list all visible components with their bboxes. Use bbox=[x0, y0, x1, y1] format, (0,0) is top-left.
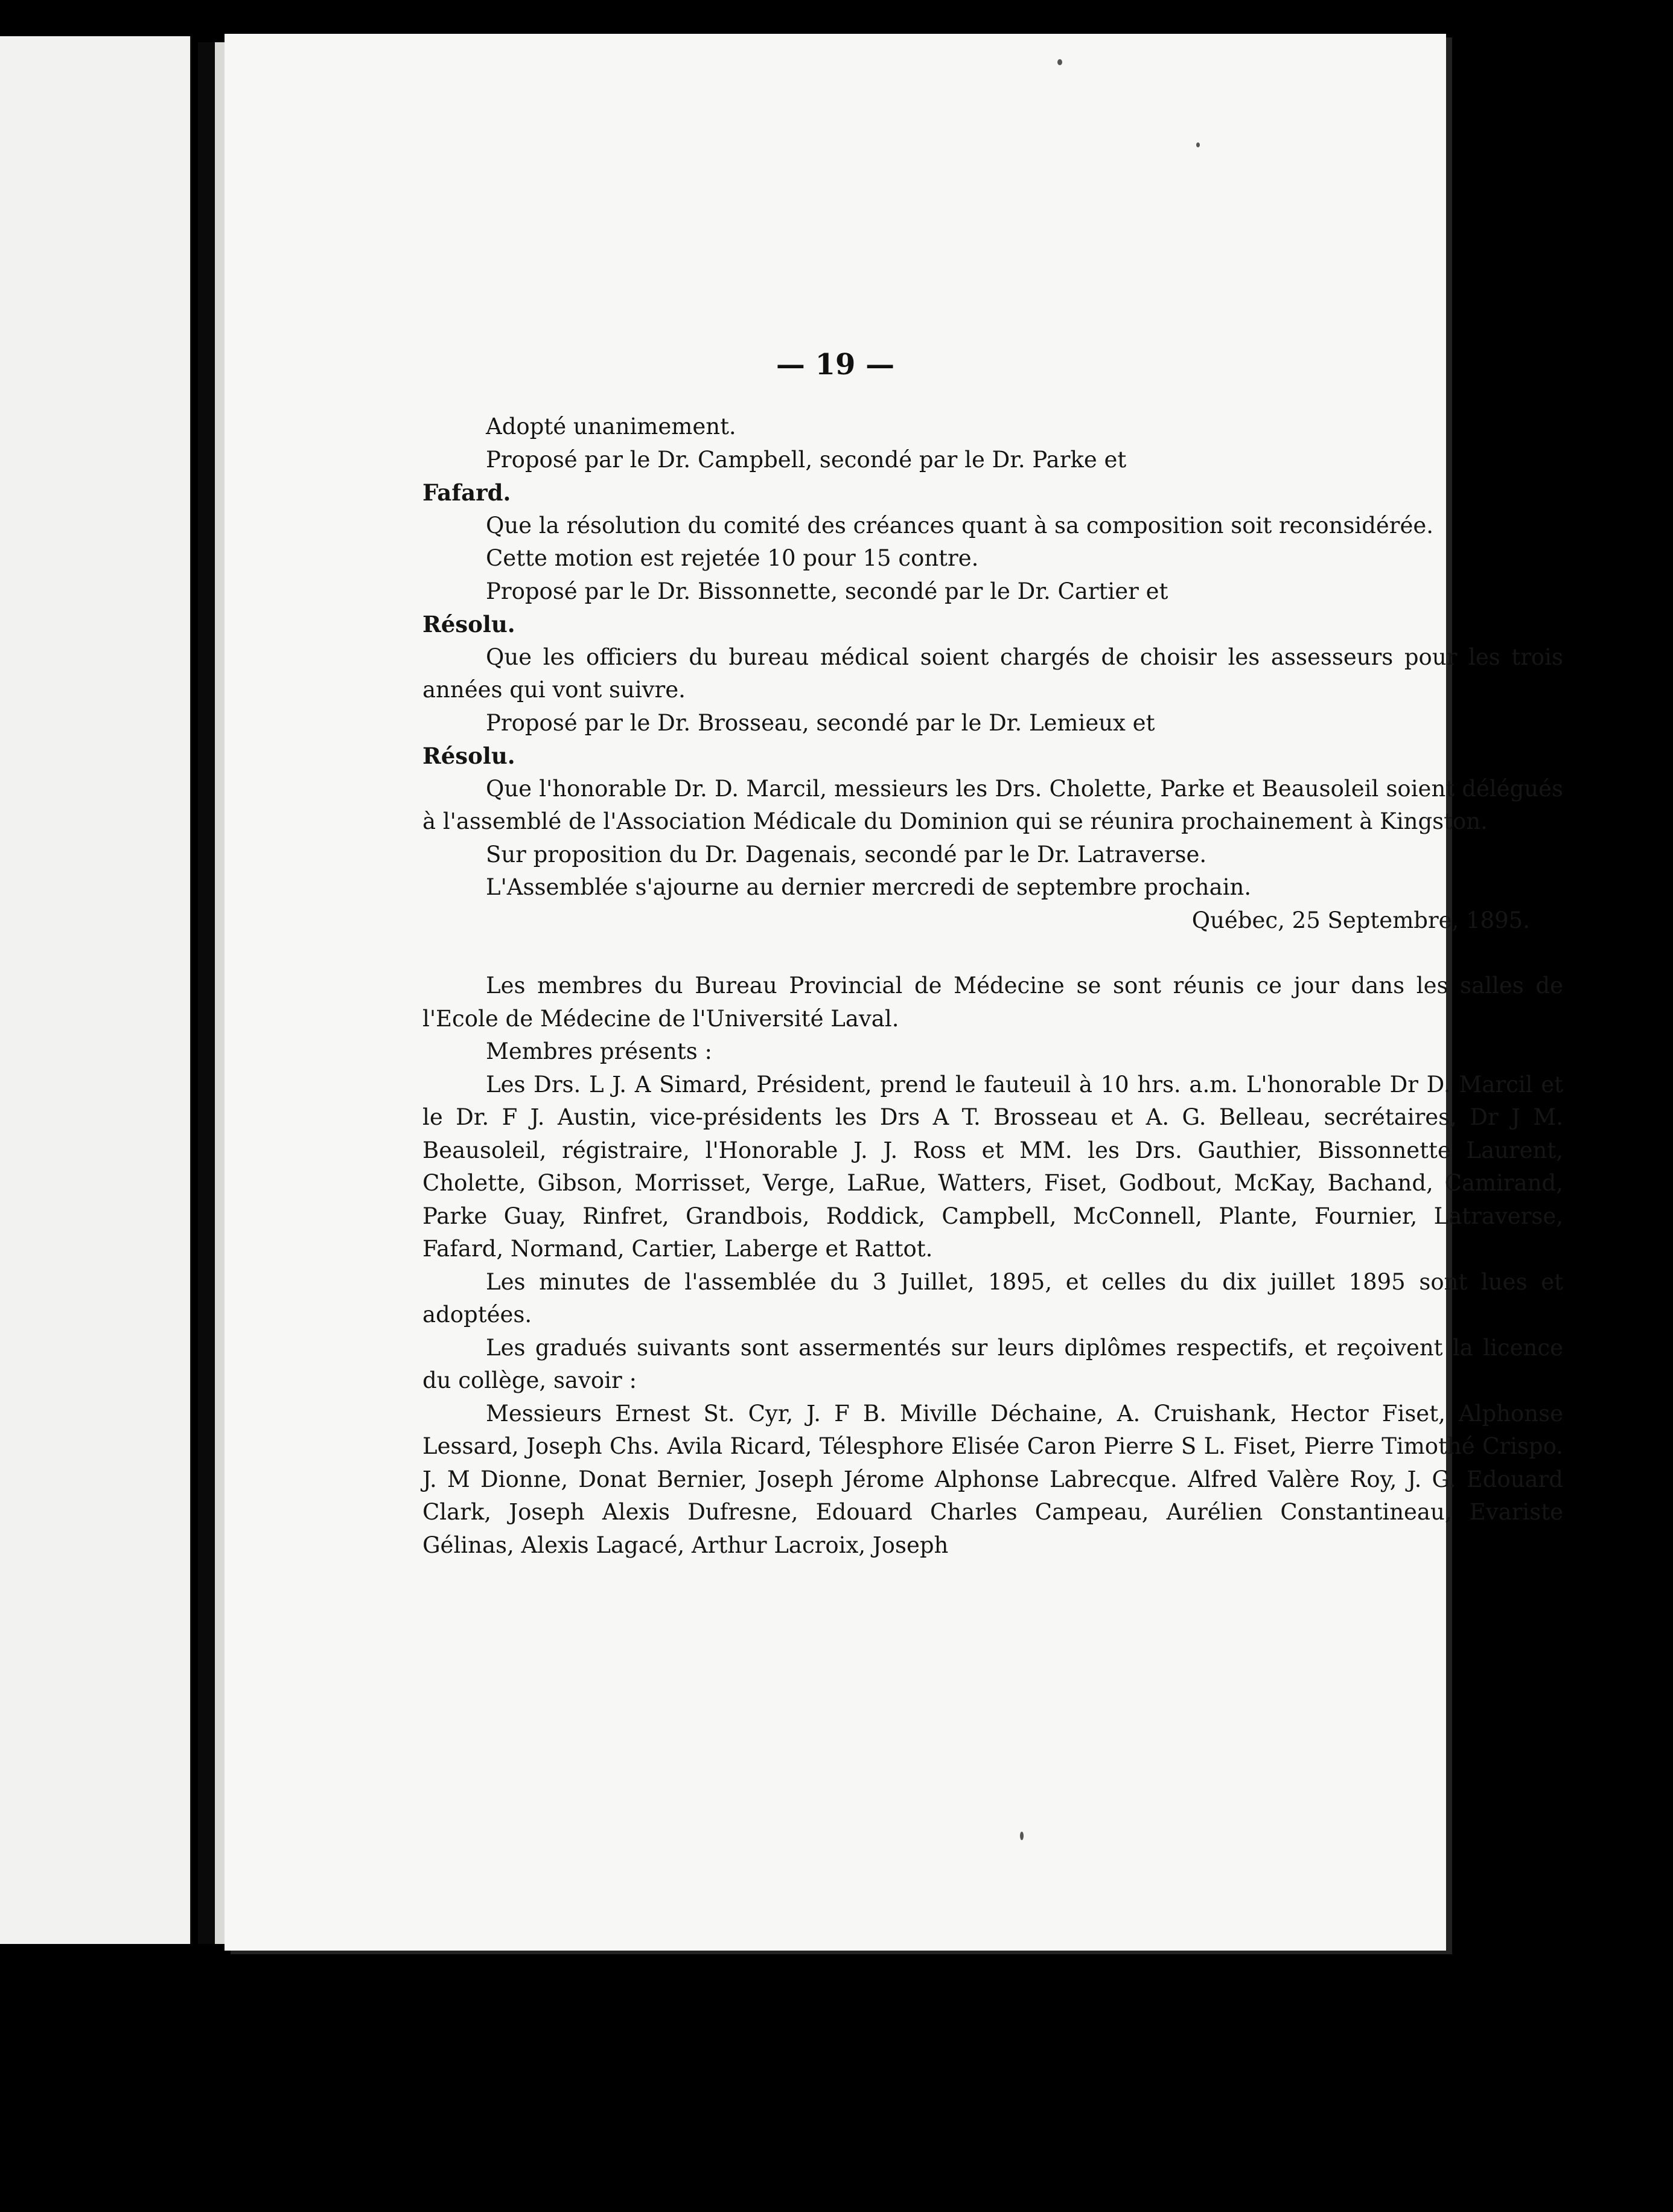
paragraph: Proposé par le Dr. Brosseau, secondé par le Dr. Lemieux et bbox=[486, 709, 1155, 736]
paragraph: Résolu. bbox=[422, 611, 515, 638]
dateline: Québec, 25 Septembre, 1895. bbox=[1191, 907, 1530, 933]
paragraph: Cette motion est rejetée 10 pour 15 contre. bbox=[486, 545, 979, 571]
paragraph: Sur proposition du Dr. Dagenais, secondé par le Dr. Latraverse. bbox=[486, 841, 1207, 868]
document-page bbox=[225, 34, 1563, 1951]
scan-speck bbox=[1020, 1832, 1024, 1840]
paragraph: Résolu. bbox=[422, 743, 515, 769]
book-spine bbox=[198, 42, 215, 1944]
paragraph: Que l'honorable Dr. D. Marcil, messieurs les Drs. Cholette, Parke et Beausoleil soient délégués à l'assemblé de l'Association Médicale du Dominion qui se réunira prochainement à Kingston. bbox=[422, 775, 1563, 834]
scan-speck bbox=[1196, 142, 1200, 147]
paragraph: Adopté unanimement. bbox=[486, 414, 736, 440]
paragraph: Les Drs. L J. A Simard, Président, prend le fauteuil à 10 hrs. a.m. L'honorable Dr D. Marcil et le Dr. F J. Austin, vice-présidents les Drs A T. Brosseau et A. G. Belleau, secrétaires, Dr J M. Beausoleil, régistraire, l'Honorable J. J. Ross et MM. les Drs. Gauthier, Bissonnette Laurent, Cholette, Gibson, Morrisset, Verge, LaRue, Watters, Fiset, Godbout, McKay, Bachand, Camirand, Parke Guay, Rinfret, Grandbois, Roddick, Campbell, McConnell, Plante, Fournier, Latraverse, Fafard, Normand, Cartier, Laberge et Rattot. bbox=[422, 1071, 1563, 1262]
paragraph: Que la résolution du comité des créances quant à sa composition soit reconsidérée. bbox=[486, 512, 1434, 539]
paragraph: Les gradués suivants sont assermentés sur leurs diplômes respectifs, et reçoivent la licence du collège, savoir : bbox=[422, 1334, 1563, 1393]
paragraph: L'Assemblée s'ajourne au dernier mercredi de septembre prochain. bbox=[486, 874, 1252, 900]
paragraph: Fafard. bbox=[422, 479, 511, 506]
paragraph: Proposé par le Dr. Campbell, secondé par le Dr. Parke et bbox=[486, 446, 1127, 473]
page-body bbox=[422, 411, 1563, 1562]
facing-page-edge bbox=[0, 36, 191, 1944]
paragraph: Proposé par le Dr. Bissonnette, secondé par le Dr. Cartier et bbox=[486, 578, 1168, 604]
paragraph: Les minutes de l'assemblée du 3 Juillet, 1895, et celles du dix juillet 1895 sont lues et adoptées. bbox=[422, 1268, 1563, 1328]
paragraph: Les membres du Bureau Provincial de Médecine se sont réunis ce jour dans les salles de l'Ecole de Médecine de l'Université Laval. bbox=[422, 973, 1563, 1032]
scan-speck bbox=[1057, 59, 1062, 65]
paragraph: Que les officiers du bureau médical soient chargés de choisir les assesseurs pour les trois années qui vont suivre. bbox=[422, 644, 1563, 703]
paragraph: Membres présents : bbox=[486, 1038, 712, 1064]
paragraph: Messieurs Ernest St. Cyr, J. F B. Miville Déchaine, A. Cruishank, Hector Fiset, Alphonse Lessard, Joseph Chs. Avila Ricard, Télesphore Elisée Caron Pierre S L. Fiset, Pierre Timothé Crispo. J. M Dionne, Donat Bernier, Joseph Jérome Alphonse Labrecque. Alfred Valère Roy, J. G. Edouard Clark, Joseph Alexis Dufresne, Edouard Charles Campeau, Aurélien Constantineau, Evariste Gélinas, Alexis Lagacé, Arthur Lacroix, Joseph bbox=[422, 1400, 1563, 1558]
page-number: — 19 — bbox=[776, 348, 895, 382]
